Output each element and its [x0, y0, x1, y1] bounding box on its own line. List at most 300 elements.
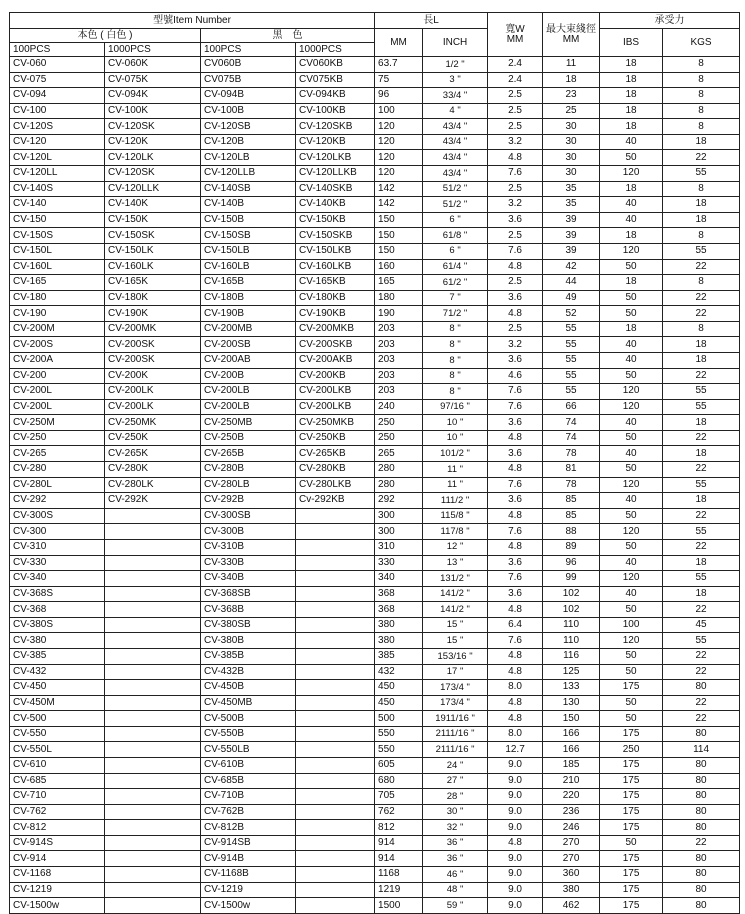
length-mm-cell: 100: [375, 103, 423, 119]
bundle-diameter-mm-cell: 30: [543, 150, 600, 166]
natural-1000pcs-cell: CV-292K: [105, 493, 201, 509]
black-1000pcs-cell: CV-160LKB: [296, 259, 375, 275]
tensile-kgs-cell: 22: [663, 150, 740, 166]
natural-1000pcs-cell: [105, 602, 201, 618]
length-inch-cell: 8 ": [423, 352, 488, 368]
length-inch-cell: 8 ": [423, 368, 488, 384]
table-row: [10, 820, 740, 836]
length-mm-cell: 385: [375, 648, 423, 664]
width-mm-cell: 2.4: [488, 72, 543, 88]
natural-1000pcs-cell: CV-200LK: [105, 399, 201, 415]
width-mm-cell: 2.5: [488, 228, 543, 244]
length-inch-cell: 11 ": [423, 462, 488, 478]
tensile-kgs-cell: 18: [663, 415, 740, 431]
length-mm-cell: 150: [375, 228, 423, 244]
black-100pcs-cell: CV-100B: [201, 103, 296, 119]
tensile-lbs-cell: 175: [600, 851, 663, 867]
length-mm-cell: 120: [375, 134, 423, 150]
length-inch-cell: 10 ": [423, 430, 488, 446]
natural-100pcs-cell: CV-292: [10, 493, 105, 509]
black-1000pcs-cell: [296, 789, 375, 805]
black-1000pcs-cell: CV-140KB: [296, 197, 375, 213]
tensile-lbs-cell: 175: [600, 867, 663, 883]
tensile-lbs-cell: 50: [600, 430, 663, 446]
table-row: [10, 212, 740, 228]
black-1000pcs-cell: [296, 804, 375, 820]
black-100pcs-cell: CV-550LB: [201, 742, 296, 758]
table-row: [10, 898, 740, 914]
black-1000pcs-cell: [296, 602, 375, 618]
tensile-lbs-cell: 100: [600, 617, 663, 633]
length-mm-cell: 432: [375, 664, 423, 680]
width-mm-cell: 9.0: [488, 804, 543, 820]
natural-1000pcs-cell: CV-250MK: [105, 415, 201, 431]
bundle-diameter-mm-cell: 246: [543, 820, 600, 836]
black-100pcs-cell: CV-380B: [201, 633, 296, 649]
length-mm-cell: 265: [375, 446, 423, 462]
natural-1000pcs-cell: [105, 742, 201, 758]
bundle-diameter-mm-cell: 88: [543, 524, 600, 540]
natural-1000pcs-cell: [105, 648, 201, 664]
bundle-diameter-mm-cell: 35: [543, 181, 600, 197]
black-1000pcs-cell: [296, 648, 375, 664]
width-mm-cell: 9.0: [488, 789, 543, 805]
black-1000pcs-cell: CV-280KB: [296, 462, 375, 478]
bundle-diameter-mm-cell: 78: [543, 477, 600, 493]
table-row: [10, 462, 740, 478]
length-inch-cell: 28 ": [423, 789, 488, 805]
table-row: [10, 742, 740, 758]
black-color-header: 黑 色: [201, 29, 375, 43]
tensile-lbs-cell: 175: [600, 758, 663, 774]
table-row: [10, 602, 740, 618]
table-row: [10, 524, 740, 540]
bundle-diameter-mm-cell: 55: [543, 384, 600, 400]
length-inch-cell: 43/4 ": [423, 150, 488, 166]
natural-100pcs-cell: CV-120: [10, 134, 105, 150]
length-mm-cell: 450: [375, 680, 423, 696]
length-inch-cell: 2111/16 ": [423, 726, 488, 742]
tensile-lbs-cell: 175: [600, 882, 663, 898]
length-inch-cell: 33/4 ": [423, 88, 488, 104]
black-1000pcs-cell: [296, 555, 375, 571]
length-mm-cell: 280: [375, 462, 423, 478]
natural-100pcs-cell: CV-160L: [10, 259, 105, 275]
natural-1000pcs-cell: CV-200LK: [105, 384, 201, 400]
natural-100pcs-cell: CV-310: [10, 539, 105, 555]
length-inch-cell: 32 ": [423, 820, 488, 836]
length-inch-cell: 1/2 ": [423, 57, 488, 73]
natural-100pcs-cell: CV-250M: [10, 415, 105, 431]
natural-100pcs-cell: CV-120S: [10, 119, 105, 135]
natural-1000pcs-cell: CV-150LK: [105, 243, 201, 259]
tensile-kgs-cell: 80: [663, 726, 740, 742]
tensile-kgs-cell: 55: [663, 399, 740, 415]
length-inch-cell: 6 ": [423, 243, 488, 259]
tensile-kgs-cell: 22: [663, 430, 740, 446]
tensile-lbs-cell: 50: [600, 602, 663, 618]
black-1000pcs-cell: [296, 835, 375, 851]
width-unit: MM: [506, 33, 524, 45]
length-mm-cell: 250: [375, 415, 423, 431]
black-100pcs-cell: CV-160LB: [201, 259, 296, 275]
length-mm-cell: 550: [375, 742, 423, 758]
length-inch-cell: 131/2 ": [423, 571, 488, 587]
black-100pcs-cell: CV-914B: [201, 851, 296, 867]
table-row: [10, 134, 740, 150]
length-mm-cell: 120: [375, 119, 423, 135]
natural-100pcs-cell: CV-500: [10, 711, 105, 727]
tensile-lbs-cell: 40: [600, 586, 663, 602]
tensile-kgs-cell: 18: [663, 352, 740, 368]
black-100pcs-cell: CV-1500w: [201, 898, 296, 914]
black-100pcs-cell: CV-250MB: [201, 415, 296, 431]
length-mm-cell: 240: [375, 399, 423, 415]
length-mm-cell: 680: [375, 773, 423, 789]
black-1000pcs-cell: [296, 882, 375, 898]
table-row: [10, 430, 740, 446]
bundle-diameter-mm-cell: 210: [543, 773, 600, 789]
bundle-diameter-mm-cell: 39: [543, 228, 600, 244]
width-mm-cell: 7.6: [488, 384, 543, 400]
length-inch-cell: 1911/16 ": [423, 711, 488, 727]
black-1000pcs-cell: [296, 539, 375, 555]
natural-100pcs-cell: CV-340: [10, 571, 105, 587]
table-row: [10, 726, 740, 742]
black-1000pcs-cell: [296, 508, 375, 524]
table-row: [10, 103, 740, 119]
length-inch-cell: 48 ": [423, 882, 488, 898]
width-mm-cell: 7.6: [488, 571, 543, 587]
table-row: [10, 352, 740, 368]
natural-100pcs-cell: CV-280: [10, 462, 105, 478]
black-100pcs-cell: CV-812B: [201, 820, 296, 836]
tensile-kgs-cell: 22: [663, 711, 740, 727]
tensile-kgs-cell: 22: [663, 695, 740, 711]
natural-1000pcs-cell: [105, 804, 201, 820]
bundle-diameter-mm-cell: 462: [543, 898, 600, 914]
natural-1000pcs-cell: [105, 726, 201, 742]
length-inch-cell: 61/4 ": [423, 259, 488, 275]
natural-1000pcs-cell: CV-075K: [105, 72, 201, 88]
black-1000pcs-cell: CV-180KB: [296, 290, 375, 306]
length-mm-cell: 368: [375, 602, 423, 618]
length-mm-cell: 63.7: [375, 57, 423, 73]
natural-100pcs-cell: CV-610: [10, 758, 105, 774]
black-1000pcs-cell: CV-200KB: [296, 368, 375, 384]
black-1000pcs-cell: CV-200MKB: [296, 321, 375, 337]
natural-1000pcs-cell: [105, 789, 201, 805]
table-row: [10, 835, 740, 851]
length-mm-cell: 368: [375, 586, 423, 602]
bundle-diameter-mm-cell: 99: [543, 571, 600, 587]
length-mm-cell: 550: [375, 726, 423, 742]
bundle-diameter-mm-cell: 270: [543, 835, 600, 851]
bundle-diameter-mm-cell: 85: [543, 493, 600, 509]
tensile-lbs-cell: 18: [600, 88, 663, 104]
natural-1000pcs-cell: [105, 882, 201, 898]
black-1000pcs-cell: CV-150KB: [296, 212, 375, 228]
width-mm-cell: 2.5: [488, 321, 543, 337]
tensile-kgs-cell: 22: [663, 462, 740, 478]
natural-100pcs-cell: CV-165: [10, 275, 105, 291]
tensile-lbs-cell: 175: [600, 726, 663, 742]
bundle-diameter-label: 最大束綫徑: [546, 23, 597, 35]
width-mm-cell: 8.0: [488, 680, 543, 696]
bundle-diameter-mm-cell: 23: [543, 88, 600, 104]
natural-1000pcs-cell: CV-094K: [105, 88, 201, 104]
black-100pcs-cell: CV-120SB: [201, 119, 296, 135]
bundle-diameter-mm-cell: 220: [543, 789, 600, 805]
natural-1000pcs-cell: CV-140K: [105, 197, 201, 213]
black-100pcs-cell: CV-150B: [201, 212, 296, 228]
length-inch-cell: 117/8 ": [423, 524, 488, 540]
black-1000pcs-cell: [296, 742, 375, 758]
natural-100pcs-cell: CV-812: [10, 820, 105, 836]
tensile-kgs-cell: 18: [663, 555, 740, 571]
length-mm-cell: 203: [375, 321, 423, 337]
tensile-kgs-cell: 8: [663, 119, 740, 135]
black-100pcs-cell: CV-330B: [201, 555, 296, 571]
length-mm-cell: 300: [375, 508, 423, 524]
black-100pcs-cell: CV-250B: [201, 430, 296, 446]
tensile-lbs-cell: 18: [600, 275, 663, 291]
table-row: [10, 758, 740, 774]
tensile-lbs-cell: 50: [600, 835, 663, 851]
natural-100pcs-cell: CV-150S: [10, 228, 105, 244]
bundle-diameter-mm-cell: 74: [543, 430, 600, 446]
black-1000pcs-cell: CV-150LKB: [296, 243, 375, 259]
bundle-diameter-mm-cell: 35: [543, 197, 600, 213]
black-1000pcs-cell: Cv-292KB: [296, 493, 375, 509]
length-inch-cell: 51/2 ": [423, 197, 488, 213]
width-label: 寬W: [505, 23, 525, 35]
bundle-diameter-mm-cell: 30: [543, 134, 600, 150]
natural-1000pcs-cell: [105, 539, 201, 555]
tensile-kgs-cell: 22: [663, 290, 740, 306]
width-mm-cell: 3.6: [488, 446, 543, 462]
natural-100pcs-cell: CV-200S: [10, 337, 105, 353]
bundle-diameter-mm-cell: 44: [543, 275, 600, 291]
tensile-lbs-cell: 18: [600, 72, 663, 88]
black-1000pcs-cell: [296, 680, 375, 696]
tensile-lbs-cell: 18: [600, 119, 663, 135]
tensile-kgs-cell: 22: [663, 602, 740, 618]
natural-100pcs-cell: CV-300: [10, 524, 105, 540]
bundle-diameter-mm-cell: 102: [543, 586, 600, 602]
length-mm-cell: 75: [375, 72, 423, 88]
width-mm-cell: 4.8: [488, 695, 543, 711]
bundle-diameter-mm-cell: 270: [543, 851, 600, 867]
tensile-lbs-cell: 40: [600, 197, 663, 213]
tensile-lbs-cell: 120: [600, 524, 663, 540]
length-inch-cell: 8 ": [423, 337, 488, 353]
length-inch-cell: 3 ": [423, 72, 488, 88]
bundle-diameter-unit: MM: [562, 33, 580, 45]
black-100pcs-cell: CV-914SB: [201, 835, 296, 851]
natural-1000pcs-cell: [105, 898, 201, 914]
length-header: 長L: [375, 13, 488, 29]
tensile-lbs-cell: 40: [600, 212, 663, 228]
length-mm-cell: 380: [375, 617, 423, 633]
natural-100pcs-cell: CV-1219: [10, 882, 105, 898]
tensile-lbs-cell: 175: [600, 820, 663, 836]
natural-1000pcs-cell: [105, 617, 201, 633]
width-mm-cell: 9.0: [488, 758, 543, 774]
length-mm-cell: 120: [375, 150, 423, 166]
length-inch-cell: 27 ": [423, 773, 488, 789]
table-row: [10, 415, 740, 431]
table-row: [10, 633, 740, 649]
natural-1000pcs-cell: CV-280LK: [105, 477, 201, 493]
tensile-kgs-cell: 55: [663, 477, 740, 493]
black-1000pcs-cell: [296, 898, 375, 914]
bundle-diameter-mm-cell: 360: [543, 867, 600, 883]
length-inch-cell: 61/8 ": [423, 228, 488, 244]
tensile-lbs-cell: 175: [600, 773, 663, 789]
width-mm-cell: 3.6: [488, 212, 543, 228]
natural-1000pcs-cell: CV-200MK: [105, 321, 201, 337]
tensile-lbs-cell: 120: [600, 166, 663, 182]
width-mm-cell: 9.0: [488, 773, 543, 789]
width-mm-cell: 4.8: [488, 430, 543, 446]
bundle-diameter-mm-cell: 55: [543, 368, 600, 384]
tensile-lbs-cell: 40: [600, 555, 663, 571]
length-inch-cell: 36 ": [423, 851, 488, 867]
width-mm-cell: 4.8: [488, 664, 543, 680]
length-inch-cell: 173/4 ": [423, 680, 488, 696]
black-100pcs-cell: CV-1168B: [201, 867, 296, 883]
bundle-diameter-mm-cell: 55: [543, 337, 600, 353]
table-row: [10, 571, 740, 587]
black-1000pcs-cell: CV-250MKB: [296, 415, 375, 431]
item-number-header: 型號Item Number: [10, 13, 375, 29]
natural-color-header: 本色 ( 白色 ): [10, 29, 201, 43]
natural-1000pcs-cell: [105, 851, 201, 867]
black-100pcs-cell: CV-280LB: [201, 477, 296, 493]
black-100pcs-header: 100PCS: [201, 43, 296, 57]
natural-100pcs-cell: CV-1168: [10, 867, 105, 883]
black-100pcs-cell: CV-150LB: [201, 243, 296, 259]
black-1000pcs-cell: [296, 726, 375, 742]
tensile-kgs-cell: 8: [663, 275, 740, 291]
bundle-diameter-mm-cell: 185: [543, 758, 600, 774]
length-mm-cell: 500: [375, 711, 423, 727]
natural-100pcs-cell: CV-685: [10, 773, 105, 789]
black-1000pcs-cell: CV075KB: [296, 72, 375, 88]
black-100pcs-cell: CV-685B: [201, 773, 296, 789]
bundle-diameter-mm-cell: 130: [543, 695, 600, 711]
length-mm-cell: 340: [375, 571, 423, 587]
table-row: [10, 119, 740, 135]
length-mm-cell: 190: [375, 306, 423, 322]
black-100pcs-cell: CV-165B: [201, 275, 296, 291]
natural-1000pcs-cell: CV-120K: [105, 134, 201, 150]
bundle-diameter-mm-cell: 39: [543, 212, 600, 228]
black-100pcs-cell: CV060B: [201, 57, 296, 73]
bundle-diameter-mm-cell: 55: [543, 321, 600, 337]
table-row: [10, 680, 740, 696]
length-inch-cell: 7 ": [423, 290, 488, 306]
width-mm-cell: 7.6: [488, 166, 543, 182]
length-mm-cell: 812: [375, 820, 423, 836]
black-100pcs-cell: CV-368B: [201, 602, 296, 618]
tensile-lbs-cell: 50: [600, 462, 663, 478]
tensile-lbs-cell: 50: [600, 150, 663, 166]
black-1000pcs-cell: CV-120SKB: [296, 119, 375, 135]
bundle-diameter-mm-cell: 42: [543, 259, 600, 275]
bundle-diameter-mm-cell: 380: [543, 882, 600, 898]
spec-sheet: [9, 12, 739, 914]
black-1000pcs-cell: [296, 820, 375, 836]
black-1000pcs-cell: CV060KB: [296, 57, 375, 73]
width-mm-cell: 6.4: [488, 617, 543, 633]
black-1000pcs-cell: [296, 633, 375, 649]
width-mm-cell: 2.5: [488, 88, 543, 104]
table-row: [10, 446, 740, 462]
width-mm-cell: 4.8: [488, 508, 543, 524]
natural-100pcs-cell: CV-368: [10, 602, 105, 618]
black-100pcs-cell: CV-120LLB: [201, 166, 296, 182]
length-inch-cell: 43/4 ": [423, 119, 488, 135]
width-mm-cell: 2.5: [488, 275, 543, 291]
natural-100pcs-cell: CV-385: [10, 648, 105, 664]
length-mm-cell: 1168: [375, 867, 423, 883]
length-inch-cell: 8 ": [423, 384, 488, 400]
natural-100pcs-cell: CV-265: [10, 446, 105, 462]
natural-100pcs-cell: CV-150L: [10, 243, 105, 259]
natural-1000pcs-cell: [105, 773, 201, 789]
natural-100pcs-cell: CV-368S: [10, 586, 105, 602]
tensile-lbs-cell: 18: [600, 321, 663, 337]
tensile-kgs-cell: 22: [663, 664, 740, 680]
bundle-diameter-mm-cell: 52: [543, 306, 600, 322]
length-mm-cell: 203: [375, 352, 423, 368]
black-100pcs-cell: CV-450MB: [201, 695, 296, 711]
bundle-diameter-mm-cell: 30: [543, 119, 600, 135]
black-100pcs-cell: CV-762B: [201, 804, 296, 820]
table-row: [10, 477, 740, 493]
table-row: [10, 648, 740, 664]
tensile-kgs-cell: 80: [663, 680, 740, 696]
natural-100pcs-cell: CV-550L: [10, 742, 105, 758]
black-100pcs-cell: CV-432B: [201, 664, 296, 680]
table-row: [10, 181, 740, 197]
table-row: [10, 197, 740, 213]
table-row: [10, 166, 740, 182]
tensile-kgs-cell: 18: [663, 446, 740, 462]
natural-100pcs-cell: CV-380: [10, 633, 105, 649]
natural-1000pcs-cell: CV-120LK: [105, 150, 201, 166]
tensile-kgs-header: KGS: [663, 29, 740, 57]
width-header: [488, 13, 543, 57]
tensile-kgs-cell: 80: [663, 820, 740, 836]
length-inch-cell: 61/2 ": [423, 275, 488, 291]
black-100pcs-cell: CV-200AB: [201, 352, 296, 368]
width-mm-cell: 7.6: [488, 399, 543, 415]
width-mm-cell: 3.6: [488, 290, 543, 306]
length-inch-cell: 30 ": [423, 804, 488, 820]
length-inch-cell: 24 ": [423, 758, 488, 774]
length-inch-cell: 6 ": [423, 212, 488, 228]
natural-100pcs-cell: CV-280L: [10, 477, 105, 493]
tensile-lbs-cell: 50: [600, 539, 663, 555]
width-mm-cell: 9.0: [488, 882, 543, 898]
black-1000pcs-cell: [296, 758, 375, 774]
tensile-lbs-cell: 175: [600, 789, 663, 805]
natural-100pcs-cell: CV-200L: [10, 399, 105, 415]
natural-100pcs-cell: CV-140: [10, 197, 105, 213]
